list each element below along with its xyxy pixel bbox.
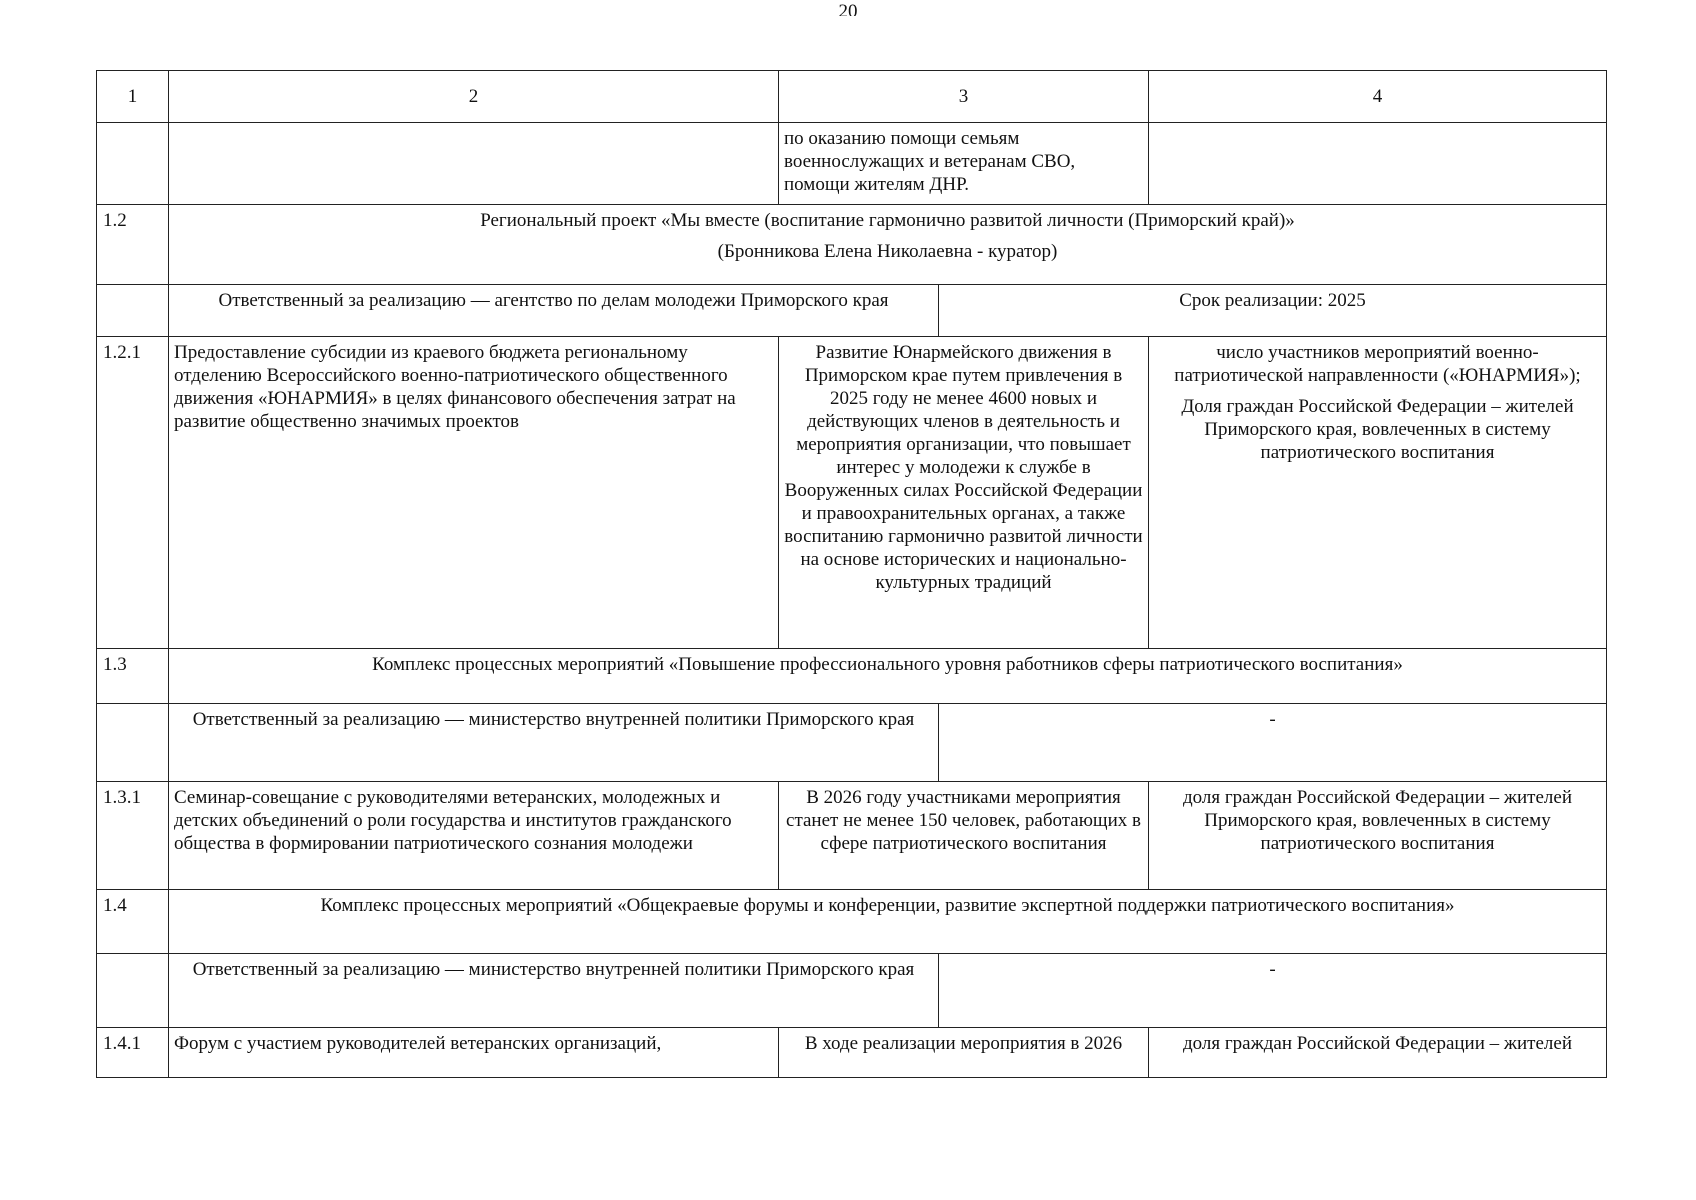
section-row-1-4 — [97, 890, 1607, 954]
row-number: 1.3.1 — [97, 782, 169, 890]
row-number: 1.2.1 — [97, 337, 169, 649]
indicator-2: Доля граждан Российской Федерации – жителей Приморского края, вовлеченных в систему патриотического воспитания — [1181, 396, 1574, 463]
event-description: Семинар-совещание с руководителями ветеранских, молодежных и детских объединений о роли государства и институтов гражданского общества в формировании патриотического сознания молодежи — [169, 782, 779, 890]
header-col-4: 4 — [1149, 71, 1607, 123]
section-row-1-2 — [97, 205, 1607, 285]
section-number: 1.2 — [97, 205, 169, 285]
section-title: Региональный проект «Мы вместе (воспитание гармонично развитой личности (Приморский край)» — [480, 210, 1295, 231]
table-row — [97, 123, 1607, 205]
table-row-1-3-1 — [97, 782, 1607, 890]
plan-table — [96, 70, 1607, 1078]
responsible-row — [97, 954, 1607, 1028]
table-row-1-2-1 — [97, 337, 1607, 649]
row-number: 1.4.1 — [97, 1028, 169, 1078]
event-description: Предоставление субсидии из краевого бюджета региональному отделению Всероссийского военно-патриотического общественного движения «ЮНАРМИЯ» в целях финансового обеспечения затрат на развитие общественно значимых проектов — [169, 337, 779, 649]
section-title-cell — [169, 205, 1607, 285]
col2-empty — [169, 123, 779, 205]
section-title: Комплекс процессных мероприятий «Повышение профессионального уровня работников сферы патриотического воспитания» — [169, 649, 1607, 704]
header-col-2: 2 — [169, 71, 779, 123]
expected-result: В ходе реализации мероприятия в 2026 — [779, 1028, 1149, 1078]
header-col-1: 1 — [97, 71, 169, 123]
indicator: доля граждан Российской Федерации – жителей — [1149, 1028, 1607, 1078]
table-header-row — [97, 71, 1607, 123]
row-number-empty — [97, 285, 169, 337]
responsible-row — [97, 285, 1607, 337]
row-number-empty — [97, 123, 169, 205]
table-row-1-4-1 — [97, 1028, 1607, 1078]
indicator-cell — [1149, 337, 1607, 649]
event-description: Форум с участием руководителей ветеранских организаций, — [169, 1028, 779, 1078]
responsible-row — [97, 704, 1607, 782]
expected-result: Развитие Юнармейского движения в Приморском крае путем привлечения в 2025 году не менее 4600 новых и действующих членов в деятельность и мероприятия организации, что повышает интерес у молодежи к службе в Вооруженных силах Российской Федерации и правоохранительных органах, а также воспитанию гармонично развитой личности на основе исторических и национально-культурных традиций — [779, 337, 1149, 649]
section-number: 1.3 — [97, 649, 169, 704]
section-title: Комплекс процессных мероприятий «Общекраевые форумы и конференции, развитие экспертной поддержки патриотического воспитания» — [169, 890, 1607, 954]
col4-empty — [1149, 123, 1607, 205]
section-row-1-3 — [97, 649, 1607, 704]
row-number-empty — [97, 954, 169, 1028]
indicator: доля граждан Российской Федерации – жителей Приморского края, вовлеченных в систему патриотического воспитания — [1149, 782, 1607, 890]
row-number-empty — [97, 704, 169, 782]
section-curator: (Бронникова Елена Николаевна - куратор) — [717, 241, 1058, 262]
responsible-text: Ответственный за реализацию — агентство по делам молодежи Приморского края — [169, 285, 939, 337]
term-text: - — [939, 954, 1607, 1028]
term-text: - — [939, 704, 1607, 782]
page-number: 20 — [838, 2, 858, 16]
indicator-1: число участников мероприятий военно-патриотической направленности («ЮНАРМИЯ»); — [1174, 342, 1581, 386]
continuation-text: по оказанию помощи семьям военнослужащих и ветеранам СВО, помощи жителям ДНР. — [779, 123, 1149, 205]
expected-result: В 2026 году участниками мероприятия станет не менее 150 человек, работающих в сфере патриотического воспитания — [779, 782, 1149, 890]
term-text: Срок реализации: 2025 — [939, 285, 1607, 337]
section-number: 1.4 — [97, 890, 169, 954]
responsible-text: Ответственный за реализацию — министерство внутренней политики Приморского края — [169, 704, 939, 782]
responsible-text: Ответственный за реализацию — министерство внутренней политики Приморского края — [169, 954, 939, 1028]
header-col-3: 3 — [779, 71, 1149, 123]
